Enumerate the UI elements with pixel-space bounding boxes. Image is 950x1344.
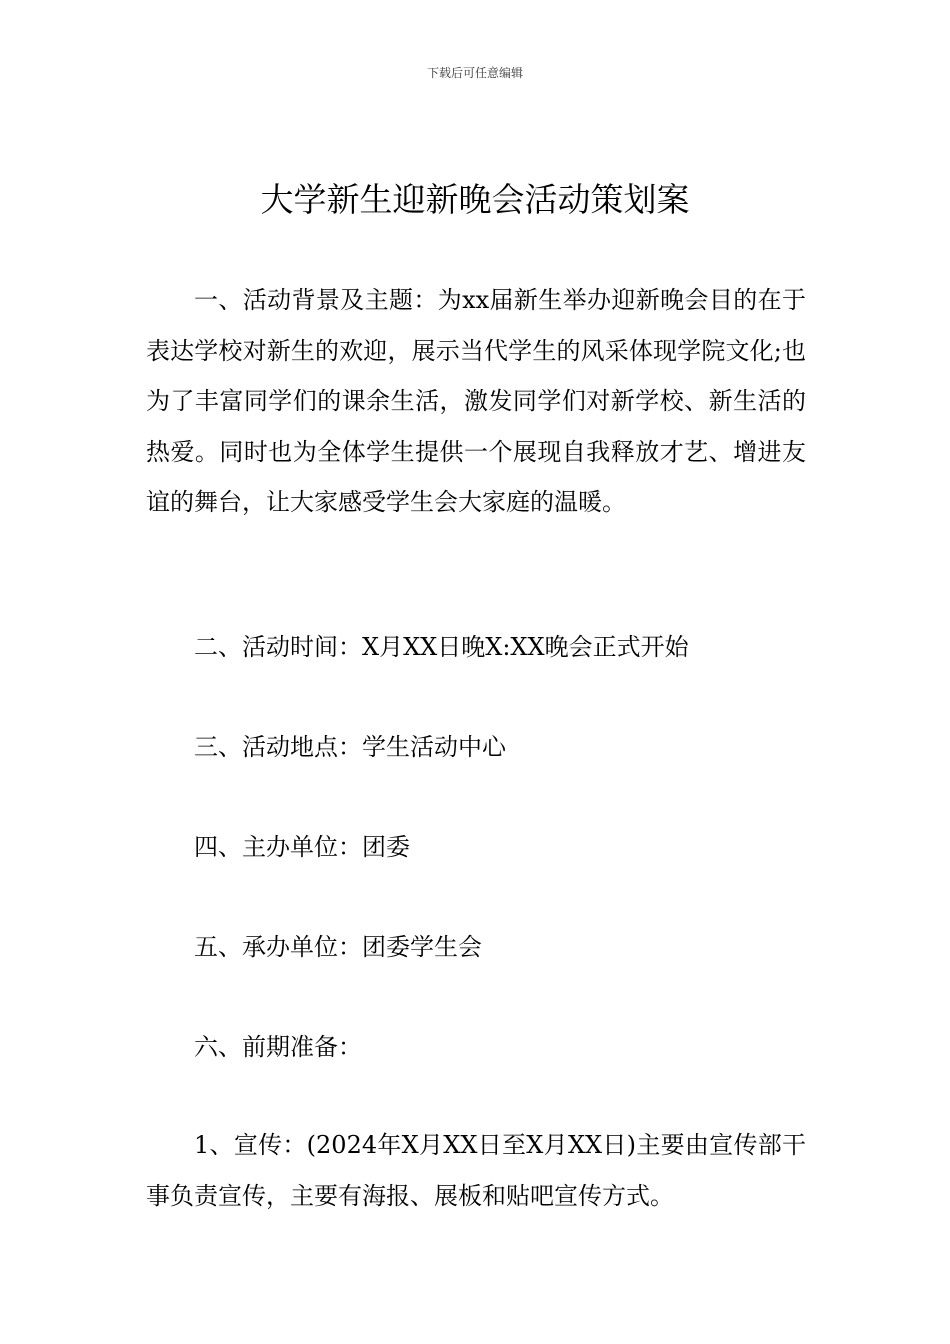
paragraph-activity-time: 二、活动时间：X月XX日晚X:XX晚会正式开始 [194, 633, 689, 661]
paragraph-organizer: 四、主办单位：团委 [194, 833, 410, 861]
page-header-note: 下载后可任意编辑 [426, 66, 523, 80]
paragraph-activity-location: 三、活动地点：学生活动中心 [194, 733, 506, 761]
paragraph-background-theme: 一、活动背景及主题：为xx届新生举办迎新晚会目的在于表达学校对新生的欢迎，展示当代学生的风采体现学院文化;也为了丰富同学们的课余生活，激发同学们对新学校、新生活的热爱。同时也为全体学生提供一个展现自我释放才艺、增进友谊的舞台，让大家感受学生会大家庭的温暖。 [146, 286, 806, 516]
paragraph-co-organizer: 五、承办单位：团委学生会 [194, 933, 482, 961]
paragraph-preparation-heading: 六、前期准备： [194, 1033, 362, 1061]
document-title: 大学新生迎新晚会活动策划案 [260, 180, 690, 219]
paragraph-publicity: 1、宣传：(2024年X月XX日至X月XX日)主要由宣传部干事负责宣传，主要有海报、展板和贴吧宣传方式。 [146, 1131, 806, 1210]
